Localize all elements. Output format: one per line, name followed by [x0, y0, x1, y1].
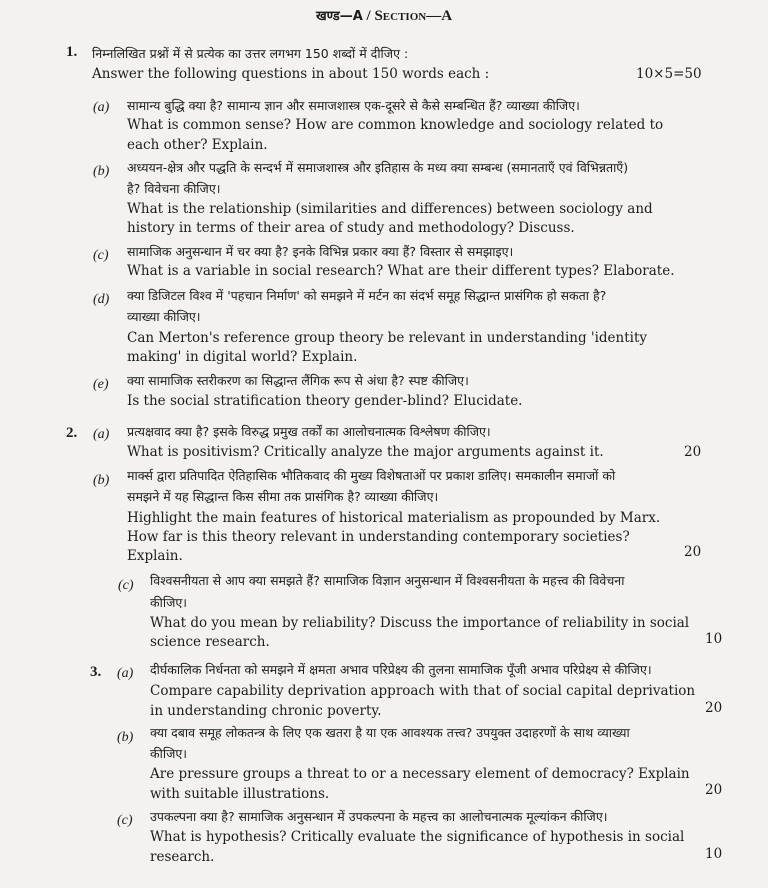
- q2c-english-line1: What do you mean by reliability? Discuss the importance of reliability in social: [150, 615, 690, 631]
- section-header-separator: /: [362, 8, 375, 24]
- q2c-hindi-line2: कीजिए।: [150, 595, 188, 610]
- q1d-english-line2: making' in digital world? Explain.: [127, 349, 358, 365]
- q2a-marks: 20: [684, 444, 702, 460]
- q2c-marks: 10: [705, 631, 723, 647]
- q3b-label: (b): [117, 730, 134, 745]
- q3a-marks: 20: [705, 700, 723, 716]
- q3b-english-line1: Are pressure groups a threat to or a necessary element of democracy? Explain: [150, 766, 690, 782]
- q1d-hindi-line2: व्याख्या कीजिए।: [127, 309, 201, 324]
- q3c-marks: 10: [705, 846, 723, 862]
- q1d-english-line1: Can Merton's reference group theory be relevant in understanding 'identity: [127, 330, 648, 346]
- q2b-hindi-line2: समझने में यह सिद्धान्त किस सीमा तक प्रासंगिक है? व्याख्या कीजिए।: [127, 489, 439, 504]
- q3b-english-line2: with suitable illustrations.: [150, 786, 330, 802]
- q3b-hindi-line1: क्या दबाव समूह लोकतन्त्र के लिए एक खतरा है या एक आवश्यक तत्त्व? उपयुक्त उदाहरणों के साथ व्याख्या: [150, 725, 630, 740]
- q1a-hindi: सामान्य बुद्धि क्या है? सामान्य ज्ञान और समाजशास्त्र एक-दूसरे से कैसे सम्बन्धित हैं? व्याख्या कीजिए।: [127, 98, 580, 113]
- section-header-english: Section—A: [374, 8, 453, 24]
- q3a-english-line1: Compare capability deprivation approach with that of social capital deprivation: [150, 683, 696, 699]
- section-header-hindi: खण्ड—A: [315, 9, 363, 24]
- q3b-marks: 20: [705, 782, 723, 798]
- q1-number: 1.: [66, 44, 78, 60]
- q1c-hindi: सामाजिक अनुसन्धान में चर क्या है? इनके विभिन्न प्रकार क्या हैं? विस्तार से समझाइए।: [127, 244, 514, 259]
- q2a-english: What is positivism? Critically analyze the major arguments against it.: [127, 444, 604, 460]
- q2a-hindi: प्रत्यक्षवाद क्या है? इसके विरुद्ध प्रमुख तर्कों का आलोचनात्मक विश्लेषण कीजिए।: [127, 424, 491, 439]
- q3c-english-line1: What is hypothesis? Critically evaluate the significance of hypothesis in social: [150, 829, 685, 845]
- q1a-label: (a): [93, 100, 110, 115]
- q1b-english-line1: What is the relationship (similarities and differences) between sociology and: [127, 201, 653, 217]
- q3a-hindi: दीर्घकालिक निर्धनता को समझने में क्षमता अभाव परिप्रेक्ष्य की तुलना सामाजिक पूँजी अभाव परिप्रेक्ष्य से कीजिए।: [150, 662, 652, 677]
- q1b-english-line2: history in terms of their area of study and methodology? Discuss.: [127, 220, 575, 236]
- q1-intro-hindi: निम्नलिखित प्रश्नों में से प्रत्येक का उत्तर लगभग 150 शब्दों में दीजिए :: [92, 46, 409, 61]
- q1e-english: Is the social stratification theory gender-blind? Elucidate.: [127, 393, 523, 409]
- q1-marks: 10×5=50: [636, 66, 702, 82]
- q3c-hindi: उपकल्पना क्या है? सामाजिक अनुसन्धान में उपकल्पना के महत्त्व का आलोचनात्मक मूल्यांकन कीजिए।: [150, 809, 608, 824]
- q1b-hindi-line2: है? विवेचना कीजिए।: [127, 181, 221, 196]
- q1a-english-line1: What is common sense? How are common knowledge and sociology related to: [127, 117, 664, 133]
- q2b-label: (b): [93, 473, 110, 488]
- q2b-english-line3: Explain.: [127, 548, 183, 564]
- q1d-hindi-line1: क्या डिजिटल विश्व में 'पहचान निर्माण' को समझने में मर्टन का संदर्भ समूह सिद्धान्त प्रासंगिक हो सकता है?: [127, 288, 607, 303]
- q1d-label: (d): [93, 292, 110, 307]
- q1e-label: (e): [93, 377, 109, 392]
- q1c-english: What is a variable in social research? What are their different types? Elaborate.: [127, 263, 675, 279]
- q2b-hindi-line1: मार्क्स द्वारा प्रतिपादित ऐतिहासिक भौतिकवाद की मुख्य विशेषताओं पर प्रकाश डालिए। समकालीन समाजों को: [127, 468, 616, 483]
- q1a-english-line2: each other? Explain.: [127, 137, 268, 153]
- q1b-hindi-line1: अध्ययन-क्षेत्र और पद्धति के सन्दर्भ में समाजशास्त्र और इतिहास के मध्य क्या सम्बन्ध (समानताएँ एवं विभिन्नताएँ): [127, 160, 629, 175]
- q2a-label: (a): [93, 427, 110, 442]
- q1-intro-english: Answer the following questions in about 150 words each :: [92, 66, 490, 82]
- q1c-label: (c): [93, 248, 109, 263]
- q1b-label: (b): [93, 164, 110, 179]
- section-header: [0, 6, 768, 25]
- q1e-hindi: क्या सामाजिक स्तरीकरण का सिद्धान्त लैंगिक रूप से अंधा है? स्पष्ट कीजिए।: [127, 373, 469, 388]
- q3c-label: (c): [117, 813, 133, 828]
- q3c-english-line2: research.: [150, 849, 215, 865]
- q2b-english-line1: Highlight the main features of historical materialism as propounded by Marx.: [127, 510, 661, 526]
- q3b-hindi-line2: कीजिए।: [150, 746, 188, 761]
- q3a-label: (a): [117, 666, 134, 681]
- q3a-english-line2: in understanding chronic poverty.: [150, 703, 382, 719]
- q2c-hindi-line1: विश्वसनीयता से आप क्या समझते हैं? सामाजिक विज्ञान अनुसन्धान में विश्वसनीयता के महत्त्व की विवेचना: [150, 573, 625, 588]
- q2c-label: (c): [118, 578, 134, 593]
- q2-number: 2.: [66, 425, 78, 441]
- q2c-english-line2: science research.: [150, 634, 270, 650]
- q2b-marks: 20: [684, 544, 702, 560]
- q3-number: 3.: [90, 664, 102, 680]
- q2b-english-line2: How far is this theory relevant in understanding contemporary societies?: [127, 529, 630, 545]
